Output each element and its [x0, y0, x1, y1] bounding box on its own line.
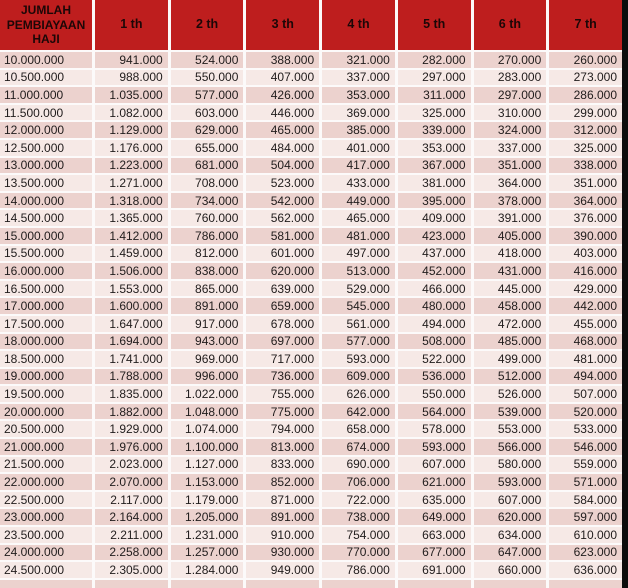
- table-cell: 852.000: [246, 474, 319, 490]
- table-cell: 550.000: [171, 70, 244, 86]
- table-cell: 562.000: [246, 210, 319, 226]
- table-cell: 738.000: [322, 509, 395, 525]
- table-cell: 1.284.000: [171, 562, 244, 578]
- row-amount-cell: 20.500.000: [0, 421, 92, 437]
- table-cell: 1.100.000: [171, 439, 244, 455]
- row-amount-cell: 11.000.000: [0, 87, 92, 103]
- table-cell: 584.000: [549, 492, 622, 508]
- table-cell: 364.000: [474, 175, 547, 191]
- table-cell: 409.000: [398, 210, 471, 226]
- table-cell: 597.000: [549, 509, 622, 525]
- table-cell: 403.000: [549, 246, 622, 262]
- table-cell: 445.000: [474, 281, 547, 297]
- table-cell: 1.176.000: [95, 140, 168, 156]
- column-header-tenor-6: 6 th: [474, 0, 547, 50]
- table-cell: 734.000: [171, 193, 244, 209]
- row-amount-cell: 23.500.000: [0, 527, 92, 543]
- row-amount-cell: 14.500.000: [0, 210, 92, 226]
- row-amount-cell: 21.000.000: [0, 439, 92, 455]
- table-cell: 1.929.000: [95, 421, 168, 437]
- table-cell: 431.000: [474, 263, 547, 279]
- table-cell: 539.000: [474, 404, 547, 420]
- table-cell: 770.000: [322, 545, 395, 561]
- row-amount-cell: 13.000.000: [0, 158, 92, 174]
- table-cell: 678.000: [246, 316, 319, 332]
- table-cell: 1.694.000: [95, 334, 168, 350]
- table-cell: 649.000: [398, 509, 471, 525]
- table-cell: 996.000: [171, 369, 244, 385]
- table-cell: 910.000: [246, 527, 319, 543]
- table-cell: 390.000: [549, 228, 622, 244]
- table-cell: 786.000: [322, 562, 395, 578]
- table-cell: 494.000: [549, 369, 622, 385]
- table-cell: 522.000: [398, 351, 471, 367]
- table-cell: 442.000: [549, 298, 622, 314]
- table-cell: 494.000: [398, 316, 471, 332]
- table-cell: 481.000: [322, 228, 395, 244]
- clipped-row-cell: [0, 580, 92, 588]
- row-amount-cell: 12.500.000: [0, 140, 92, 156]
- clipped-row-cell: [246, 580, 319, 588]
- table-cell: 508.000: [398, 334, 471, 350]
- table-cell: 466.000: [398, 281, 471, 297]
- table-cell: 941.000: [95, 52, 168, 68]
- table-cell: 1.129.000: [95, 122, 168, 138]
- table-cell: 1.600.000: [95, 298, 168, 314]
- table-cell: 610.000: [549, 527, 622, 543]
- table-cell: 312.000: [549, 122, 622, 138]
- table-cell: 282.000: [398, 52, 471, 68]
- table-cell: 706.000: [322, 474, 395, 490]
- table-cell: 578.000: [398, 421, 471, 437]
- table-cell: 865.000: [171, 281, 244, 297]
- table-cell: 636.000: [549, 562, 622, 578]
- row-amount-cell: 12.000.000: [0, 122, 92, 138]
- table-cell: 717.000: [246, 351, 319, 367]
- table-cell: 1.223.000: [95, 158, 168, 174]
- table-cell: 1.506.000: [95, 263, 168, 279]
- table-cell: 351.000: [474, 158, 547, 174]
- table-cell: 310.000: [474, 105, 547, 121]
- table-cell: 417.000: [322, 158, 395, 174]
- table-cell: 369.000: [322, 105, 395, 121]
- table-cell: 499.000: [474, 351, 547, 367]
- clipped-row-cell: [398, 580, 471, 588]
- table-cell: 564.000: [398, 404, 471, 420]
- table-cell: 930.000: [246, 545, 319, 561]
- table-cell: 794.000: [246, 421, 319, 437]
- table-cell: 775.000: [246, 404, 319, 420]
- table-cell: 838.000: [171, 263, 244, 279]
- table-cell: 1.459.000: [95, 246, 168, 262]
- table-cell: 465.000: [322, 210, 395, 226]
- table-cell: 1.035.000: [95, 87, 168, 103]
- table-cell: 577.000: [171, 87, 244, 103]
- row-amount-cell: 18.500.000: [0, 351, 92, 367]
- table-cell: 339.000: [398, 122, 471, 138]
- row-amount-cell: 13.500.000: [0, 175, 92, 191]
- table-cell: 1.179.000: [171, 492, 244, 508]
- table-cell: 550.000: [398, 386, 471, 402]
- table-cell: 429.000: [549, 281, 622, 297]
- column-header-tenor-1: 1 th: [95, 0, 168, 50]
- screen-right-edge-strip: [622, 0, 628, 588]
- table-cell: 283.000: [474, 70, 547, 86]
- table-cell: 321.000: [322, 52, 395, 68]
- table-cell: 736.000: [246, 369, 319, 385]
- table-cell: 1.412.000: [95, 228, 168, 244]
- table-cell: 2.211.000: [95, 527, 168, 543]
- row-amount-cell: 23.000.000: [0, 509, 92, 525]
- table-cell: 659.000: [246, 298, 319, 314]
- table-cell: 465.000: [246, 122, 319, 138]
- table-cell: 1.074.000: [171, 421, 244, 437]
- row-amount-cell: 10.000.000: [0, 52, 92, 68]
- table-cell: 523.000: [246, 175, 319, 191]
- table-cell: 385.000: [322, 122, 395, 138]
- table-cell: 2.023.000: [95, 457, 168, 473]
- table-cell: 607.000: [398, 457, 471, 473]
- table-cell: 297.000: [474, 87, 547, 103]
- table-cell: 367.000: [398, 158, 471, 174]
- table-cell: 593.000: [322, 351, 395, 367]
- table-cell: 566.000: [474, 439, 547, 455]
- table-cell: 260.000: [549, 52, 622, 68]
- table-cell: 504.000: [246, 158, 319, 174]
- row-amount-cell: 14.000.000: [0, 193, 92, 209]
- table-cell: 480.000: [398, 298, 471, 314]
- table-cell: 677.000: [398, 545, 471, 561]
- table-cell: 2.117.000: [95, 492, 168, 508]
- table-cell: 1.153.000: [171, 474, 244, 490]
- column-header-amount: JUMLAH PEMBIAYAAN HAJI: [0, 0, 92, 50]
- table-cell: 351.000: [549, 175, 622, 191]
- table-cell: 663.000: [398, 527, 471, 543]
- table-cell: 484.000: [246, 140, 319, 156]
- column-header-tenor-3: 3 th: [246, 0, 319, 50]
- table-cell: 391.000: [474, 210, 547, 226]
- table-cell: 378.000: [474, 193, 547, 209]
- table-cell: 754.000: [322, 527, 395, 543]
- table-cell: 1.741.000: [95, 351, 168, 367]
- table-cell: 760.000: [171, 210, 244, 226]
- table-cell: 2.164.000: [95, 509, 168, 525]
- table-cell: 755.000: [246, 386, 319, 402]
- table-cell: 526.000: [474, 386, 547, 402]
- table-cell: 561.000: [322, 316, 395, 332]
- table-cell: 623.000: [549, 545, 622, 561]
- table-cell: 533.000: [549, 421, 622, 437]
- table-cell: 1.647.000: [95, 316, 168, 332]
- clipped-row-cell: [95, 580, 168, 588]
- table-cell: 620.000: [246, 263, 319, 279]
- table-cell: 1.257.000: [171, 545, 244, 561]
- table-cell: 472.000: [474, 316, 547, 332]
- table-cell: 1.553.000: [95, 281, 168, 297]
- table-cell: 468.000: [549, 334, 622, 350]
- table-cell: 949.000: [246, 562, 319, 578]
- table-cell: 405.000: [474, 228, 547, 244]
- table-cell: 607.000: [474, 492, 547, 508]
- table-cell: 1.976.000: [95, 439, 168, 455]
- table-cell: 324.000: [474, 122, 547, 138]
- table-cell: 655.000: [171, 140, 244, 156]
- table-cell: 697.000: [246, 334, 319, 350]
- table-cell: 891.000: [246, 509, 319, 525]
- table-cell: 325.000: [549, 140, 622, 156]
- clipped-row-cell: [474, 580, 547, 588]
- table-cell: 452.000: [398, 263, 471, 279]
- row-amount-cell: 22.500.000: [0, 492, 92, 508]
- row-amount-cell: 19.000.000: [0, 369, 92, 385]
- table-cell: 1.022.000: [171, 386, 244, 402]
- column-header-tenor-4: 4 th: [322, 0, 395, 50]
- table-cell: 708.000: [171, 175, 244, 191]
- table-cell: 520.000: [549, 404, 622, 420]
- table-cell: 658.000: [322, 421, 395, 437]
- table-cell: 418.000: [474, 246, 547, 262]
- table-cell: 545.000: [322, 298, 395, 314]
- table-cell: 674.000: [322, 439, 395, 455]
- table-cell: 513.000: [322, 263, 395, 279]
- table-cell: 311.000: [398, 87, 471, 103]
- table-cell: 388.000: [246, 52, 319, 68]
- table-cell: 529.000: [322, 281, 395, 297]
- table-cell: 2.070.000: [95, 474, 168, 490]
- table-cell: 786.000: [171, 228, 244, 244]
- table-cell: 2.305.000: [95, 562, 168, 578]
- table-cell: 1.048.000: [171, 404, 244, 420]
- table-cell: 364.000: [549, 193, 622, 209]
- clipped-row-cell: [322, 580, 395, 588]
- table-cell: 546.000: [549, 439, 622, 455]
- table-cell: 722.000: [322, 492, 395, 508]
- table-cell: 593.000: [398, 439, 471, 455]
- table-cell: 1.788.000: [95, 369, 168, 385]
- row-amount-cell: 24.000.000: [0, 545, 92, 561]
- table-cell: 553.000: [474, 421, 547, 437]
- table-cell: 542.000: [246, 193, 319, 209]
- table-cell: 813.000: [246, 439, 319, 455]
- row-amount-cell: 21.500.000: [0, 457, 92, 473]
- table-cell: 446.000: [246, 105, 319, 121]
- row-amount-cell: 16.000.000: [0, 263, 92, 279]
- row-amount-cell: 16.500.000: [0, 281, 92, 297]
- table-cell: 690.000: [322, 457, 395, 473]
- table-cell: 485.000: [474, 334, 547, 350]
- table-cell: 2.258.000: [95, 545, 168, 561]
- row-amount-cell: 15.500.000: [0, 246, 92, 262]
- row-amount-cell: 17.000.000: [0, 298, 92, 314]
- table-cell: 437.000: [398, 246, 471, 262]
- table-cell: 1.271.000: [95, 175, 168, 191]
- table-cell: 1.318.000: [95, 193, 168, 209]
- table-cell: 603.000: [171, 105, 244, 121]
- table-cell: 943.000: [171, 334, 244, 350]
- column-header-tenor-7: 7 th: [549, 0, 622, 50]
- table-cell: 601.000: [246, 246, 319, 262]
- table-cell: 524.000: [171, 52, 244, 68]
- row-amount-cell: 11.500.000: [0, 105, 92, 121]
- table-cell: 297.000: [398, 70, 471, 86]
- row-amount-cell: 22.000.000: [0, 474, 92, 490]
- table-cell: 455.000: [549, 316, 622, 332]
- table-cell: 536.000: [398, 369, 471, 385]
- table-cell: 481.000: [549, 351, 622, 367]
- table-cell: 635.000: [398, 492, 471, 508]
- column-header-tenor-5: 5 th: [398, 0, 471, 50]
- table-cell: 337.000: [474, 140, 547, 156]
- table-cell: 1.835.000: [95, 386, 168, 402]
- row-amount-cell: 10.500.000: [0, 70, 92, 86]
- table-cell: 325.000: [398, 105, 471, 121]
- table-cell: 512.000: [474, 369, 547, 385]
- table-cell: 423.000: [398, 228, 471, 244]
- table-cell: 609.000: [322, 369, 395, 385]
- table-cell: 629.000: [171, 122, 244, 138]
- table-cell: 891.000: [171, 298, 244, 314]
- row-amount-cell: 17.500.000: [0, 316, 92, 332]
- table-cell: 416.000: [549, 263, 622, 279]
- table-cell: 593.000: [474, 474, 547, 490]
- table-cell: 338.000: [549, 158, 622, 174]
- table-cell: 681.000: [171, 158, 244, 174]
- table-cell: 497.000: [322, 246, 395, 262]
- table-cell: 1.205.000: [171, 509, 244, 525]
- table-cell: 559.000: [549, 457, 622, 473]
- table-cell: 639.000: [246, 281, 319, 297]
- table-cell: 634.000: [474, 527, 547, 543]
- row-amount-cell: 18.000.000: [0, 334, 92, 350]
- table-cell: 299.000: [549, 105, 622, 121]
- table-cell: 286.000: [549, 87, 622, 103]
- table-cell: 660.000: [474, 562, 547, 578]
- table-cell: 571.000: [549, 474, 622, 490]
- table-cell: 580.000: [474, 457, 547, 473]
- table-cell: 812.000: [171, 246, 244, 262]
- table-cell: 458.000: [474, 298, 547, 314]
- table-cell: 917.000: [171, 316, 244, 332]
- table-cell: 691.000: [398, 562, 471, 578]
- table-cell: 620.000: [474, 509, 547, 525]
- table-cell: 426.000: [246, 87, 319, 103]
- table-cell: 988.000: [95, 70, 168, 86]
- table-cell: 449.000: [322, 193, 395, 209]
- table-cell: 353.000: [322, 87, 395, 103]
- table-cell: 647.000: [474, 545, 547, 561]
- table-cell: 353.000: [398, 140, 471, 156]
- table-cell: 407.000: [246, 70, 319, 86]
- table-cell: 1.082.000: [95, 105, 168, 121]
- table-cell: 376.000: [549, 210, 622, 226]
- table-cell: 1.882.000: [95, 404, 168, 420]
- row-amount-cell: 24.500.000: [0, 562, 92, 578]
- table-cell: 381.000: [398, 175, 471, 191]
- row-amount-cell: 20.000.000: [0, 404, 92, 420]
- table-cell: 1.231.000: [171, 527, 244, 543]
- table-cell: 433.000: [322, 175, 395, 191]
- table-cell: 1.365.000: [95, 210, 168, 226]
- table-cell: 577.000: [322, 334, 395, 350]
- table-cell: 969.000: [171, 351, 244, 367]
- table-cell: 581.000: [246, 228, 319, 244]
- table-cell: 401.000: [322, 140, 395, 156]
- table-cell: 833.000: [246, 457, 319, 473]
- clipped-row-cell: [171, 580, 244, 588]
- clipped-row-cell: [549, 580, 622, 588]
- table-cell: 273.000: [549, 70, 622, 86]
- table-cell: 1.127.000: [171, 457, 244, 473]
- table-cell: 270.000: [474, 52, 547, 68]
- table-cell: 871.000: [246, 492, 319, 508]
- table-cell: 507.000: [549, 386, 622, 402]
- column-header-tenor-2: 2 th: [171, 0, 244, 50]
- table-cell: 395.000: [398, 193, 471, 209]
- row-amount-cell: 15.000.000: [0, 228, 92, 244]
- table-cell: 621.000: [398, 474, 471, 490]
- table-cell: 642.000: [322, 404, 395, 420]
- table-cell: 337.000: [322, 70, 395, 86]
- table-cell: 626.000: [322, 386, 395, 402]
- row-amount-cell: 19.500.000: [0, 386, 92, 402]
